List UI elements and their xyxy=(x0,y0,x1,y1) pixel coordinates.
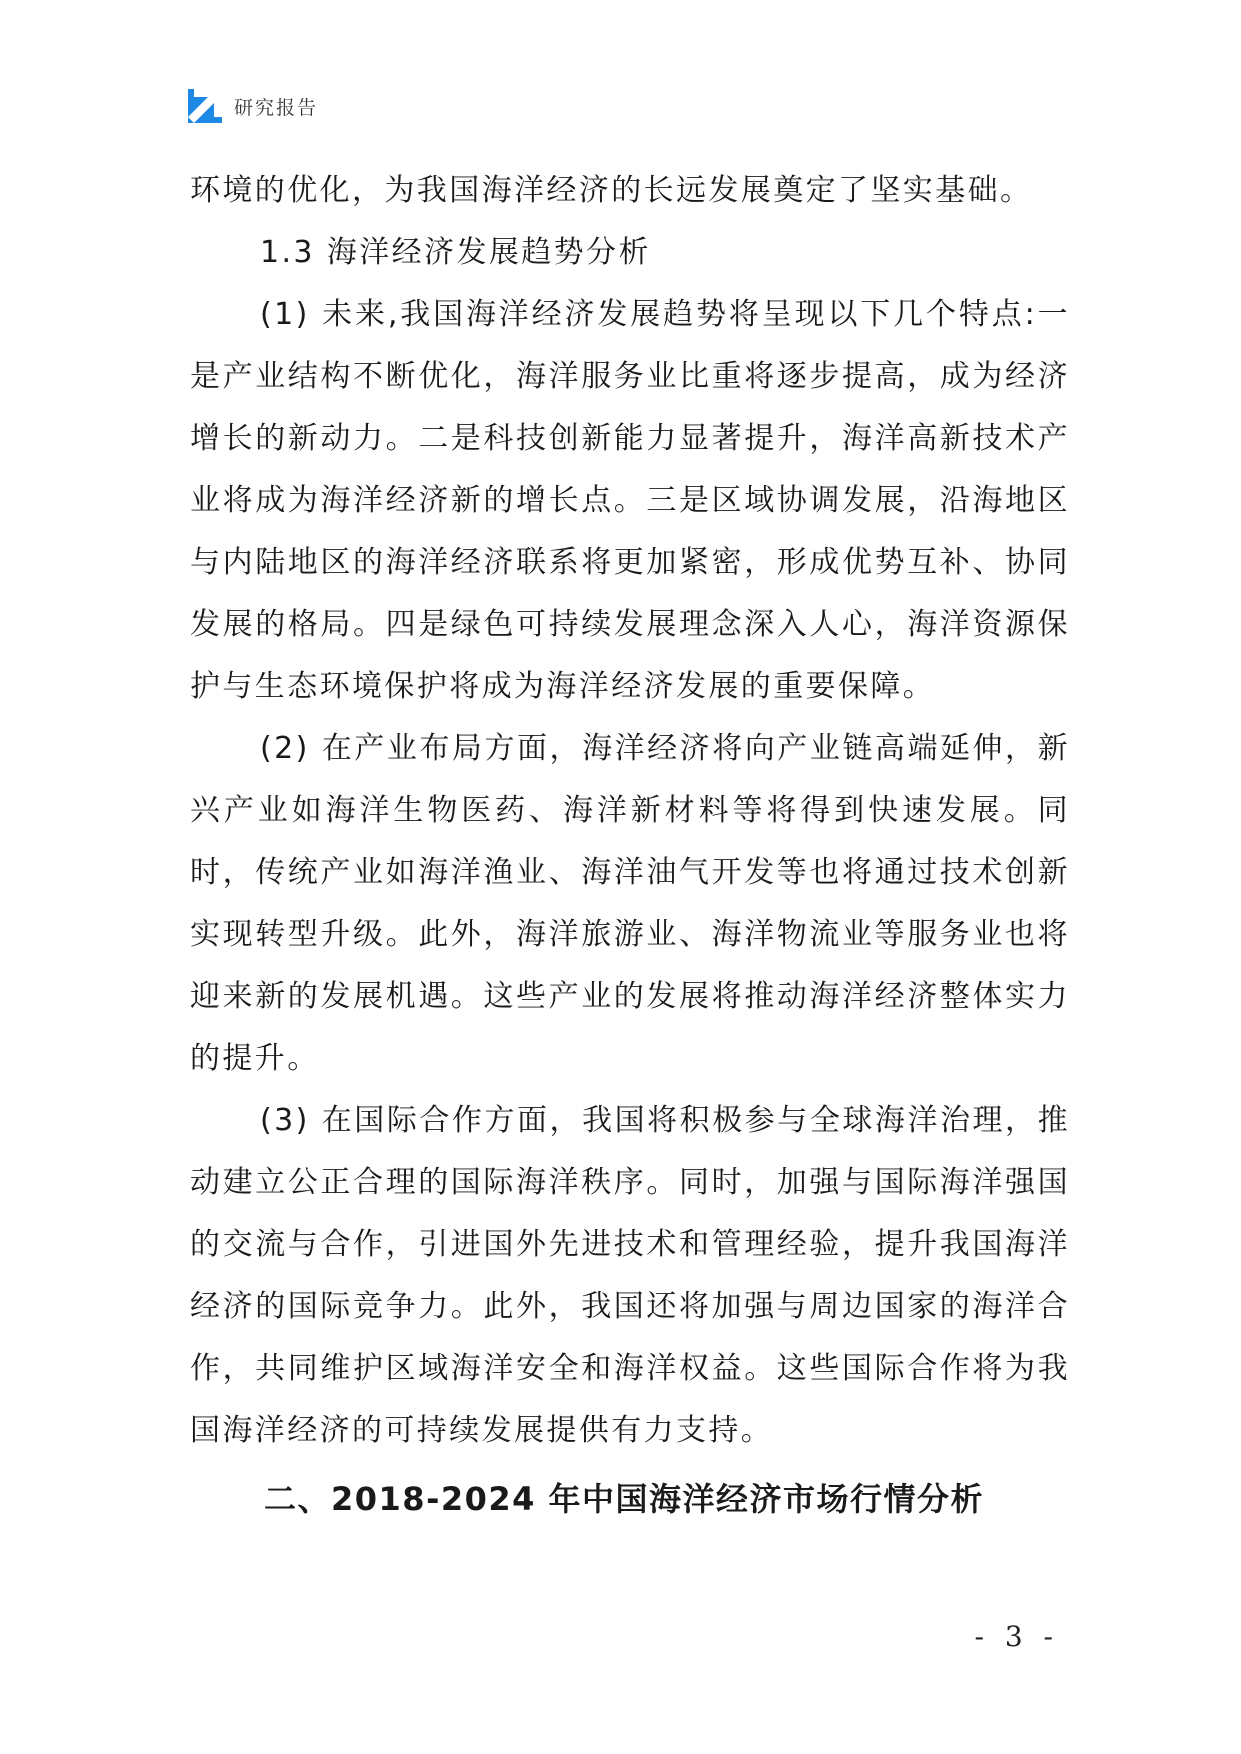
arrow-up-right-icon xyxy=(188,89,222,123)
paragraph-1: (1) 未来,我国海洋经济发展趋势将呈现以下几个特点:一是产业结构不断优化，海洋服务业比重将逐步提高，成为经济增长的新动力。二是科技创新能力显著提升，海洋高新技术产业将成为海洋经济新的增长点。三是区域协调发展，沿海地区与内陆地区的海洋经济联系将更加紧密，形成优势互补、协同发展的格局。四是绿色可持续发展理念深入人心，海洋资源保护与生态环境保护将成为海洋经济发展的重要保障。 xyxy=(190,297,1070,704)
section-heading: 二、2018-2024 年中国海洋经济市场行情分析 xyxy=(264,1480,985,1518)
page-header xyxy=(188,88,318,124)
subsection-heading: 1.3 海洋经济发展趋势分析 xyxy=(260,235,651,270)
intro-tail-paragraph: 环境的优化，为我国海洋经济的长远发展奠定了坚实基础。 xyxy=(190,173,1033,208)
document-body xyxy=(190,160,1070,1530)
paragraph-2: (2) 在产业布局方面，海洋经济将向产业链高端延伸，新兴产业如海洋生物医药、海洋新材料等将得到快速发展。同时，传统产业如海洋渔业、海洋油气开发等也将通过技术创新实现转型升级。此外，海洋旅游业、海洋物流业等服务业也将迎来新的发展机遇。这些产业的发展将推动海洋经济整体实力的提升。 xyxy=(190,731,1070,1076)
page-number: - 3 - xyxy=(974,1620,1059,1653)
header-title: 研究报告 xyxy=(234,96,319,119)
paragraph-3: (3) 在国际合作方面，我国将积极参与全球海洋治理，推动建立公正合理的国际海洋秩序。同时，加强与国际海洋强国的交流与合作，引进国外先进技术和管理经验，提升我国海洋经济的国际竞争力。此外，我国还将加强与周边国家的海洋合作，共同维护区域海洋安全和海洋权益。这些国际合作将为我国海洋经济的可持续发展提供有力支持。 xyxy=(190,1103,1070,1448)
